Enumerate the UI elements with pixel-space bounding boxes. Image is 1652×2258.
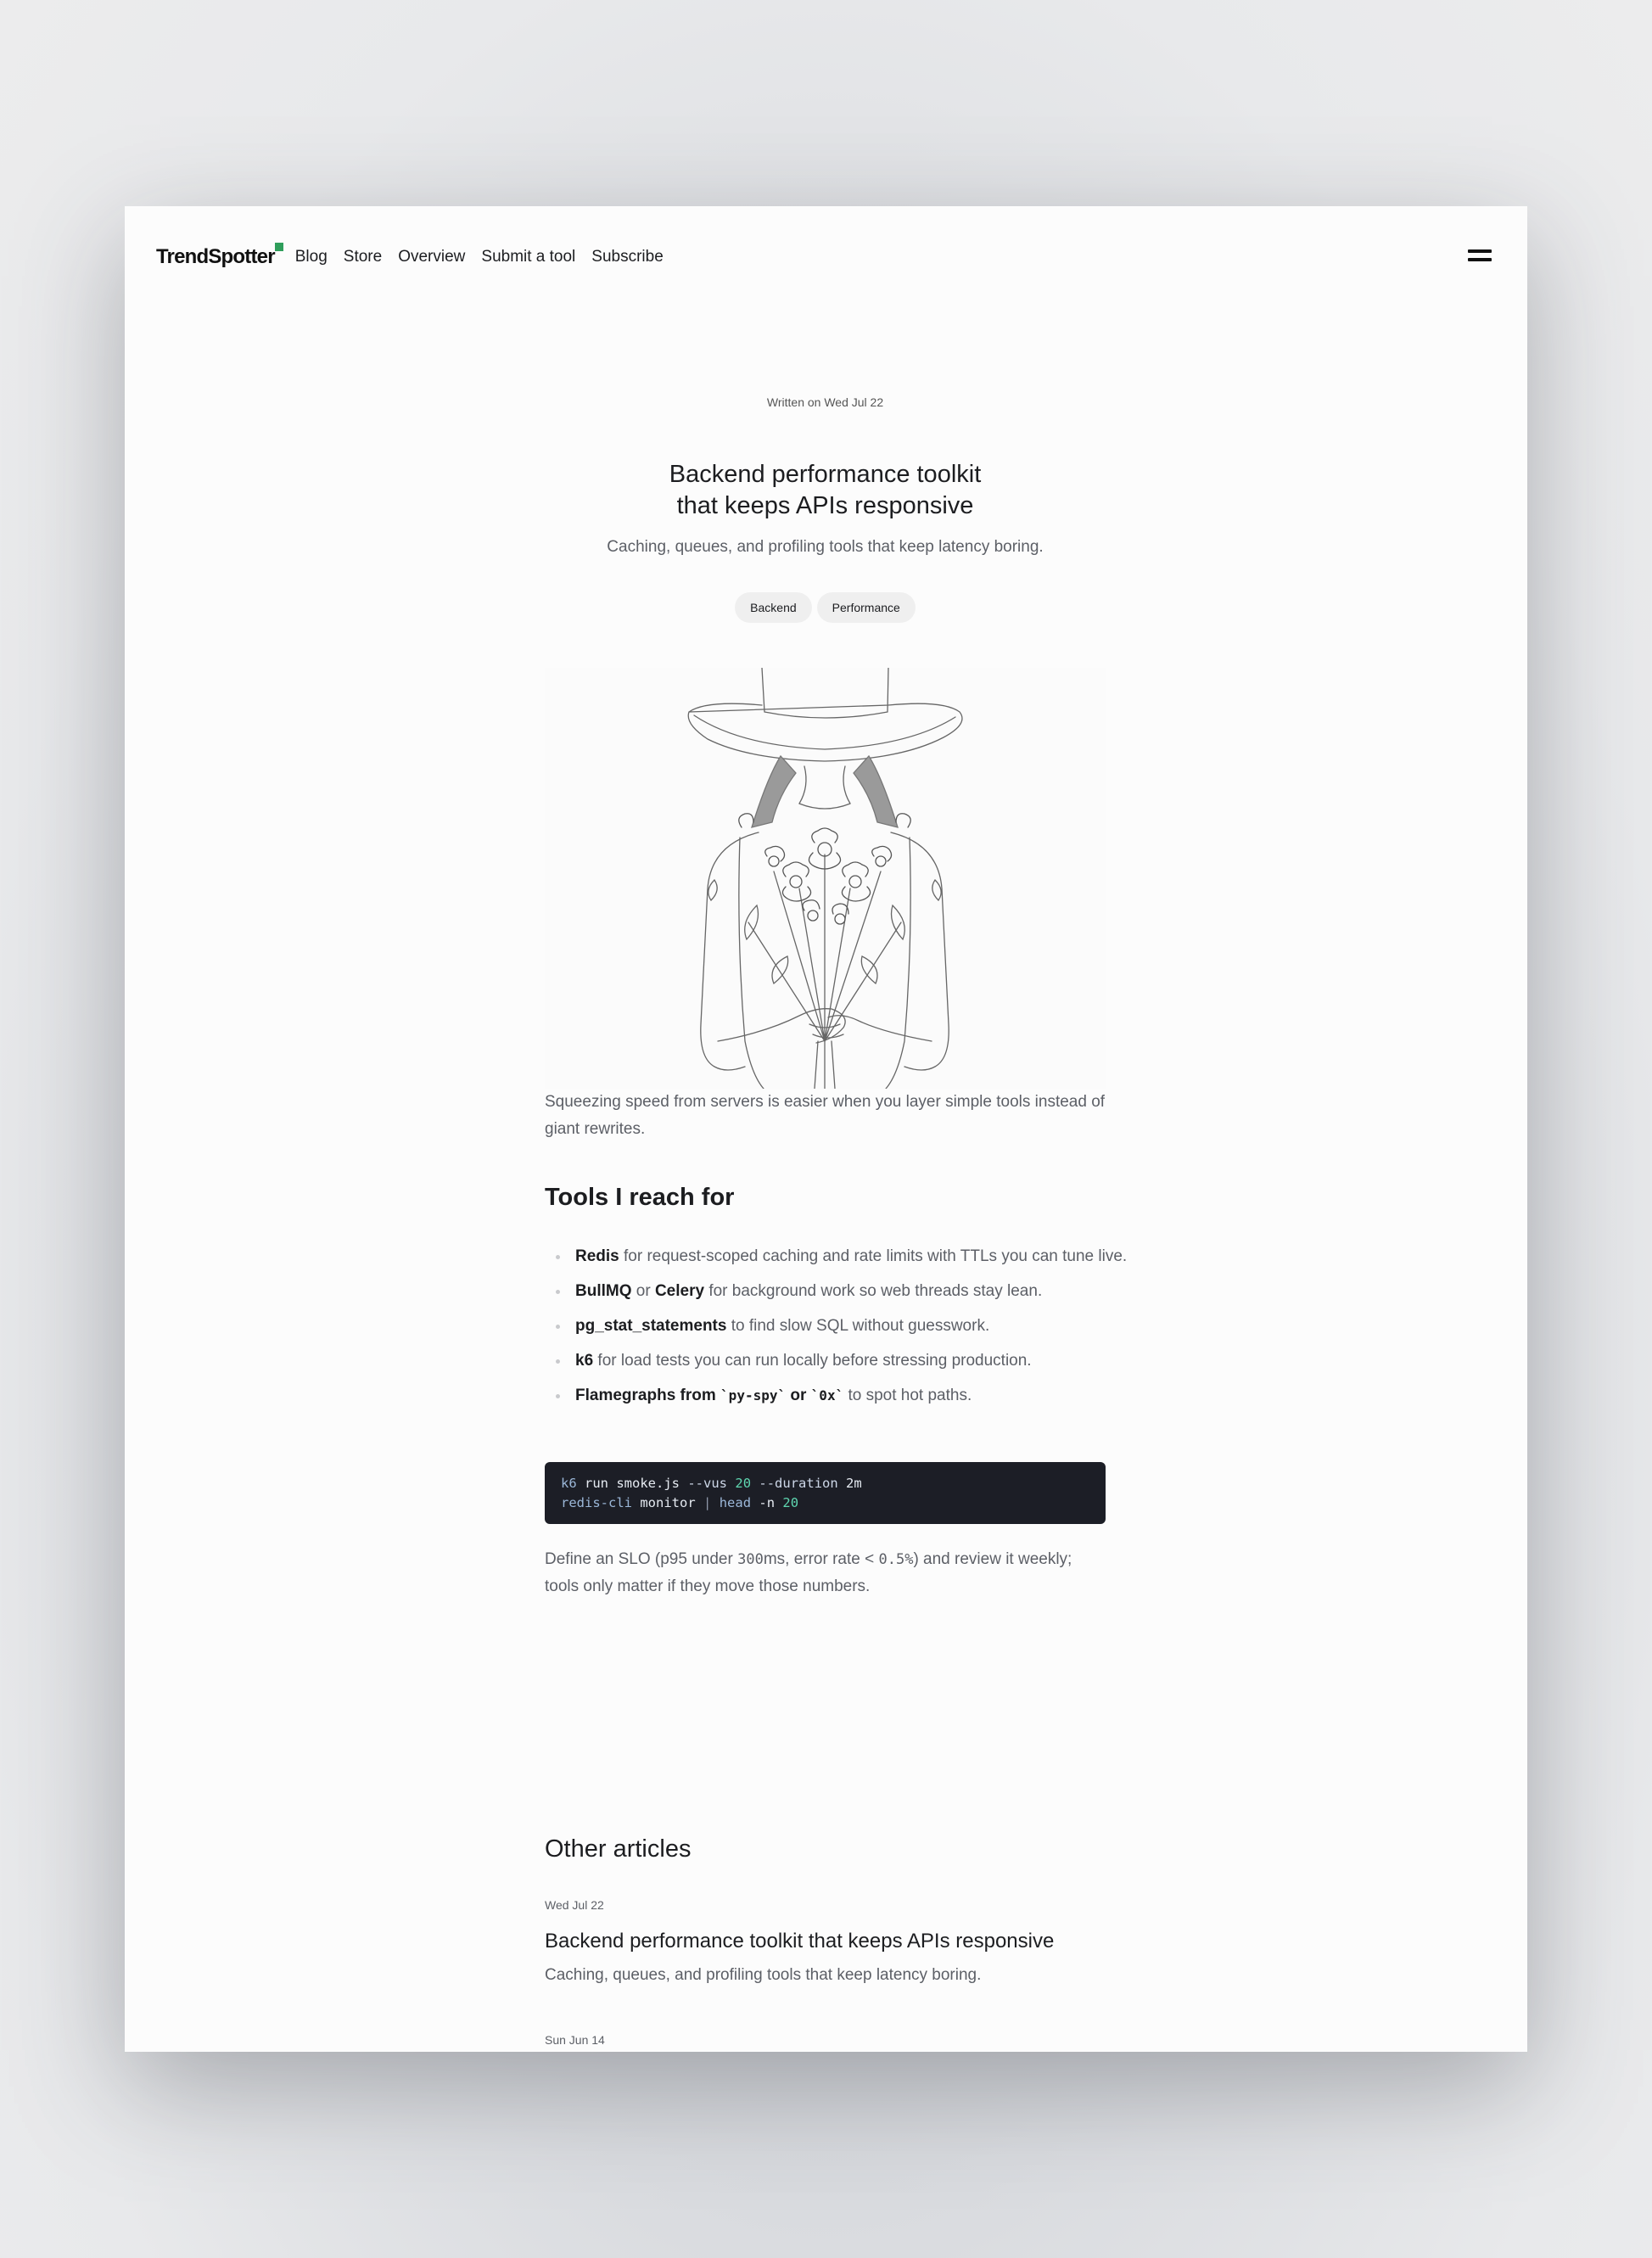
list-item-text: for load tests you can run locally before stressing production.	[593, 1352, 1032, 1370]
paragraph-text: Define an SLO (p95 under	[545, 1550, 738, 1568]
code-token: 20	[735, 1476, 752, 1491]
list-item	[575, 1348, 1136, 1375]
list-item-text: to find slow SQL without guesswork.	[726, 1317, 990, 1335]
code-token: k6	[561, 1476, 577, 1491]
hero-illustration	[545, 668, 1106, 1089]
list-item	[575, 1313, 1136, 1340]
post-title-line-2: that keeps APIs responsive	[676, 492, 974, 519]
inline-number: 300	[737, 1551, 764, 1568]
tool-name-redis: Redis	[575, 1247, 619, 1265]
list-item-text: for background work so web threads stay lean.	[704, 1282, 1043, 1300]
list-item	[575, 1278, 1136, 1305]
tool-name-celery: Celery	[654, 1282, 705, 1300]
top-nav	[156, 232, 1496, 283]
nav-link-store[interactable]: Store	[343, 248, 383, 266]
list-item	[575, 1382, 1136, 1409]
list-item-text: or	[631, 1282, 655, 1300]
code-token: --duration	[759, 1476, 838, 1491]
post-subtitle: Caching, queues, and profiling tools that keep latency boring.	[607, 538, 1044, 556]
inline-code-0x: `0x`	[810, 1387, 844, 1404]
code-token: run smoke.js	[585, 1476, 680, 1491]
other-articles-heading: Other articles	[545, 1835, 692, 1863]
paragraph-text: ms, error rate <	[763, 1550, 879, 1568]
site-logo[interactable]	[156, 245, 275, 269]
logo-text: TrendSpotter	[156, 245, 275, 268]
tag-performance[interactable]: Performance	[817, 592, 916, 623]
tool-name-bullmq: BullMQ	[575, 1282, 632, 1300]
code-token: monitor	[640, 1495, 696, 1510]
code-token: |	[703, 1495, 712, 1510]
list-item-text: to spot hot paths.	[843, 1387, 972, 1404]
tool-name-pg-stat-statements: pg_stat_statements	[575, 1317, 727, 1335]
article-title-link[interactable]: Backend performance toolkit that keeps APIs responsive	[545, 1930, 1055, 1953]
hamburger-menu-icon[interactable]	[1468, 249, 1492, 263]
list-item	[575, 1243, 1136, 1270]
tool-name-k6: k6	[575, 1352, 594, 1370]
code-token: 20	[782, 1495, 799, 1510]
logo-mark-icon	[275, 243, 283, 251]
code-token: -n	[759, 1495, 776, 1510]
nav-link-subscribe[interactable]: Subscribe	[591, 248, 664, 266]
paragraph-text: ) and review it weekly; tools only matter if they move those numbers.	[545, 1550, 1072, 1595]
code-token: 2m	[846, 1476, 862, 1491]
section-heading-tools: Tools I reach for	[545, 1184, 735, 1211]
post-title-line-1: Backend performance toolkit	[669, 461, 982, 488]
inline-number: 0.5%	[878, 1551, 914, 1568]
woman-with-bouquet-illustration	[545, 668, 1106, 1089]
article-date: Wed Jul 22	[545, 1898, 604, 1912]
article-date: Sun Jun 14	[545, 2033, 605, 2047]
hero-caption: Squeezing speed from servers is easier when you layer simple tools instead of giant rewrites.	[545, 1093, 1106, 1138]
tool-name-flamegraphs: Flamegraphs from	[575, 1387, 721, 1404]
inline-code-py-spy: `py-spy`	[720, 1387, 787, 1404]
nav-link-overview[interactable]: Overview	[398, 248, 466, 266]
tool-list	[545, 1243, 1136, 1417]
post-title	[545, 459, 1106, 522]
nav-link-submit-tool[interactable]: Submit a tool	[481, 248, 576, 266]
code-block[interactable]	[545, 1462, 1106, 1524]
slo-paragraph	[545, 1546, 1106, 1600]
list-item-text: for request-scoped caching and rate limits with TTLs you can tune live.	[619, 1247, 1128, 1265]
tag-backend[interactable]: Backend	[735, 592, 811, 623]
tag-list	[545, 592, 1106, 623]
nav-link-blog[interactable]: Blog	[294, 248, 328, 266]
post-meta: Written on Wed Jul 22	[766, 395, 884, 409]
browser-page	[125, 206, 1527, 2052]
code-token: --vus	[687, 1476, 728, 1491]
code-token: redis-cli	[561, 1495, 632, 1510]
list-item-text: or	[786, 1387, 811, 1404]
code-token: head	[719, 1495, 752, 1510]
article-description: Caching, queues, and profiling tools that keep latency boring.	[545, 1966, 982, 1984]
